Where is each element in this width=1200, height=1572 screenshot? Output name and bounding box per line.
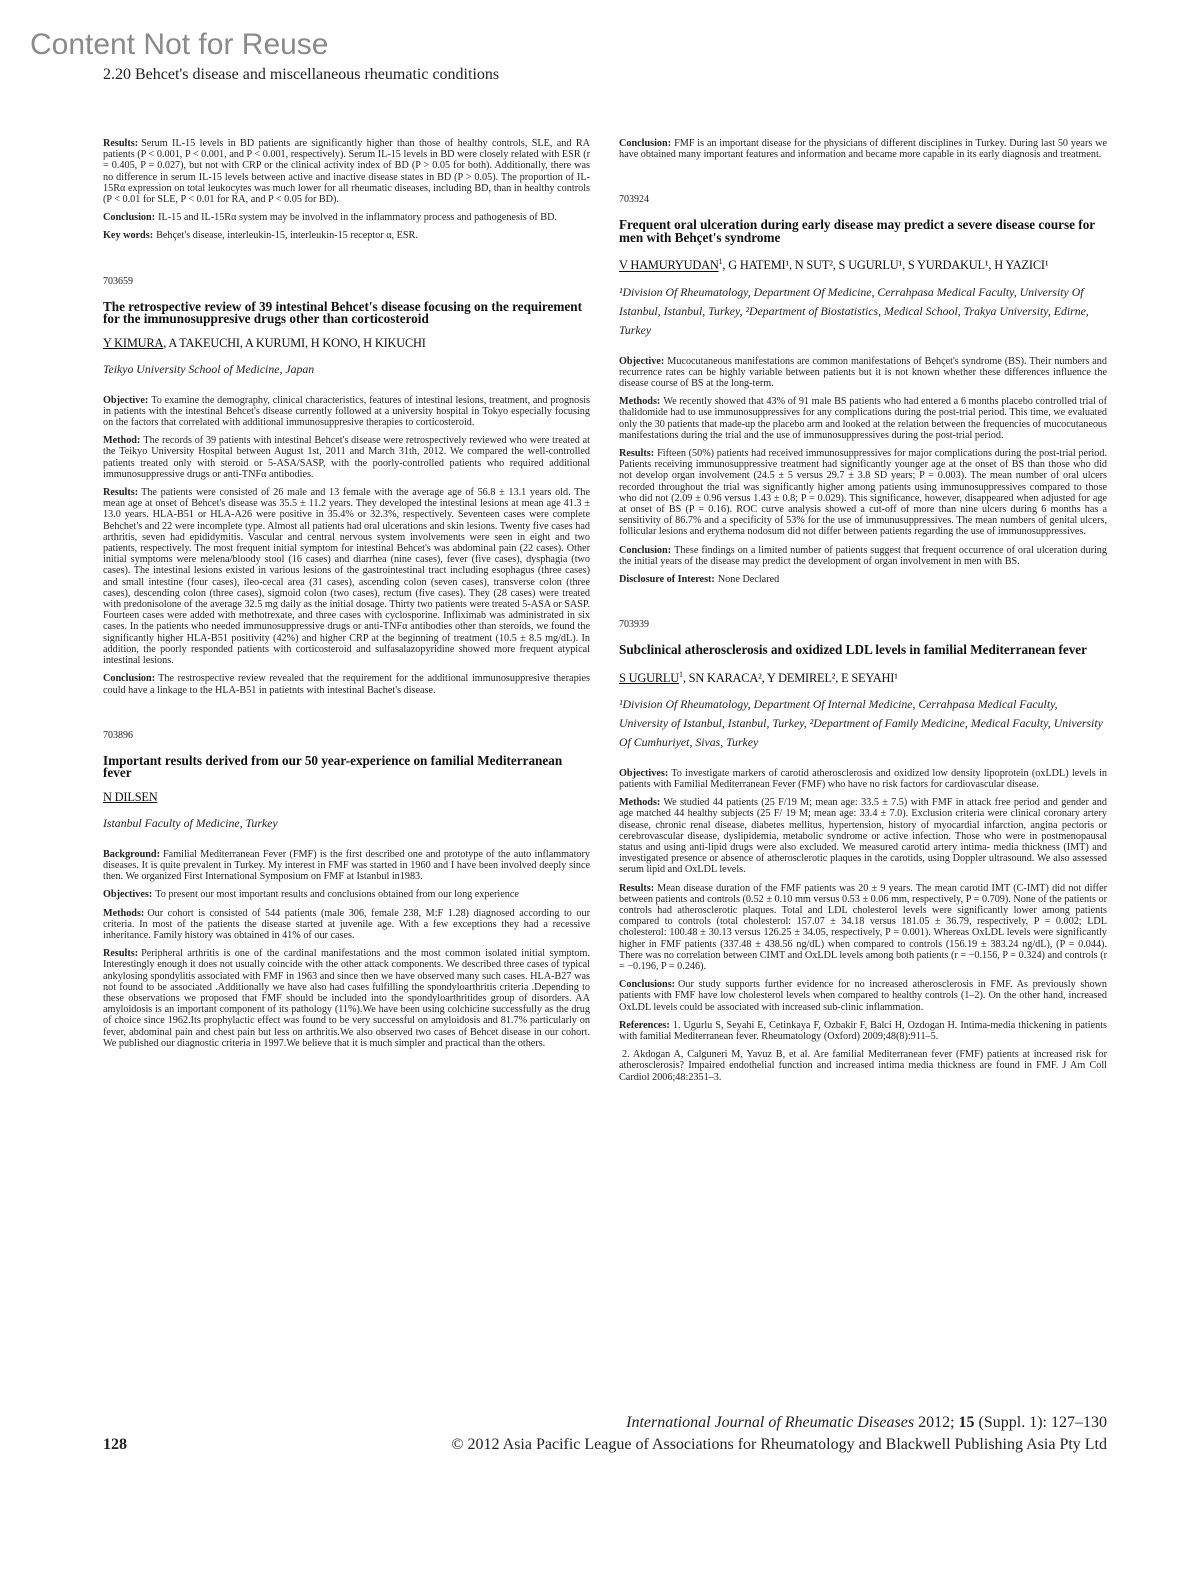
section-label: Conclusion: xyxy=(103,673,156,685)
abstract-paragraph xyxy=(103,435,590,480)
section-label: Results: xyxy=(103,487,139,499)
author-list xyxy=(103,335,590,352)
author-list xyxy=(619,666,1107,687)
abstract-paragraph xyxy=(103,230,590,241)
co-authors: , A TAKEUCHI, A KURUMI, H KONO, H KIKUCHI xyxy=(163,335,426,350)
section-label: Results: xyxy=(619,447,655,459)
abstract-id: 703896 xyxy=(103,729,133,741)
abstract-paragraph xyxy=(619,545,1107,567)
abstract-paragraph xyxy=(103,889,590,900)
section-label: Methods: xyxy=(103,907,145,919)
section-text: To investigate markers of carotid atherosclerosis and oxidized low density lipoprotein (oxLDL) levels in patients with Familial Mediterranean Fever (FMF) who have no risk factors for cardiovascular disease. xyxy=(619,767,1107,791)
presenting-author: Y KIMURA xyxy=(103,335,164,350)
abstract-block xyxy=(619,194,1107,585)
abstract-paragraph xyxy=(619,138,1107,160)
abstract-paragraph xyxy=(103,849,590,883)
section-text: We recently showed that 43% of 91 male BS patients who had entered a 6 months placebo controlled trial of thalidomide had to use immunosuppressives for any complications during the post-trial period. This time, we evaluated only the 30 patients that made-up the placebo arm and looked at the relation between the frequencies of mucocutaneous manifestations during the trial and the use of immunosuppressives during the post-trial period. xyxy=(619,396,1107,441)
abstract-title: Frequent oral ulceration during early disease may predict a severe disease course for men with Behçet's syndrome xyxy=(619,217,1095,245)
presenting-author: V HAMURYUDAN xyxy=(619,258,719,273)
section-text: To present our most important results and conclusions obtained from our long experience xyxy=(155,889,519,901)
section-text: The restrospective review revealed that the requirement for the additional immunosuppresive therapies could have a linkage to the HLA-B51 in patietnts with intestinal Bachet's disease. xyxy=(103,673,590,696)
section-label: Key words: xyxy=(103,230,154,242)
watermark: Content Not for Reuse xyxy=(30,28,329,61)
section-text: Mean disease duration of the FMF patients was 20 ± 9 years. The mean carotid IMT (C-IMT) did not differ between patients and controls (0.52 ± 0.10 mm versus 0.53 ± 0.06 mm, respectively, P = 0.709). None of the patients or controls had atherosclerotic plaques. Total and LDL cholesterol levels were significantly lower among patients compared to controls (total cholesterol: 157.07 ± 34.18 versus 181.05 ± 36.79, respectively, P = 0.002; LDL cholesterol: 100.48 ± 30.13 versus 126.25 ± 34.05, respectively, P = 0.001). Whereas OxLDL levels were significantly higher in FMF patients (337.48 ± 438.56 ng/dL) when compared to controls (156.19 ± 383.24 ng/dL), (P = 0.044). There was no correlation between CIMT and OxLDL levels among both patients (r = −0.156, P = 0.324) and controls (r = −0.196, P = 0.246). xyxy=(619,882,1107,973)
section-text: IL-15 and IL-15Rα system may be involved in the inflammatory process and pathogenesis of BD. xyxy=(158,212,557,224)
presenter-affil-mark: 1 xyxy=(679,669,683,679)
abstract-paragraph xyxy=(619,448,1107,538)
section-text: We studied 44 patients (25 F/19 M; mean age: 33.5 ± 7.5) with FMF in attack free period and gender and age matched 44 healthy subjects (25 F/ 19 M; mean age: 33.4 ± 7.0). Exclusion criteria were clinical coronary artery disease, chronic renal disease, diabetes mellitus, hypertension, history of myocardial infarction, angina pectoris or cerebrovascular disease, dyslipidemia, metabolic syndrome or active infection. Those who were in postmenopausal status and using anti-lipid drugs were also excluded. We measured carotid artery intima- media thickness (IMT) and investigated presence or absence of atherosclerotic plaques in the carotids, using Doppler ultrasound. We also assessed serum lipid and OxLDL levels. xyxy=(619,797,1107,876)
abstract-paragraph xyxy=(619,574,1107,585)
abstract-paragraph xyxy=(619,1020,1107,1042)
co-authors: , SN KARACA², Y DEMIREL², E SEYAHI¹ xyxy=(682,670,898,685)
copyright: © 2012 Asia Pacific League of Associations for Rheumatology and Blackwell Publishing Asia Pty Ltd xyxy=(451,1436,1107,1453)
author-list xyxy=(103,789,590,806)
abstract-paragraph xyxy=(619,883,1107,973)
section-text: Peripheral arthritis is one of the cardinal manifestations and the most common isolated initial symptom. Interestingly enough it does not usually coincide with the other attack components. We described three cases of typical ankylosing spondylitis associated with FMF in 1963 and since then we have observed many such cases. HLA-B27 was not found to be associated .Additionally we have also had cases fulfilling the spondyloarthritis criteria .Depending to these observations we proposed that FMF should be included into the spondyloarthritides group of disorders. AA amyloidosis is an important component of its pathology (11%).We have been using colchicine successfully as the drug of choice since 1962.Its prophylactic effect was found to be very successful on amyloidosis and 81.7% particularly on fever, abdominal pain and chest pain but less on arthritis.We also observed two cases of Behcet disease in our cohort. We published our diagnostic criteria in 1997.We believe that it is much simpler and practical than the others. xyxy=(103,948,590,1049)
page-number: 128 xyxy=(103,1436,127,1453)
section-label: Methods: xyxy=(619,797,661,809)
section-label: Disclosure of Interest: xyxy=(619,573,715,585)
section-label: Methods: xyxy=(619,396,661,408)
abstract-id: 703924 xyxy=(619,194,649,206)
abstract-block xyxy=(103,276,590,696)
left-column xyxy=(103,138,590,1056)
abstract-id: 703659 xyxy=(103,275,133,287)
section-text: These findings on a limited number of patients suggest that frequent occurrence of oral ulceration during the initial years of the disease may predict the development of organ involvement in men with BS. xyxy=(619,544,1107,567)
abstract-paragraph xyxy=(103,948,590,1049)
journal-citation xyxy=(626,1414,1107,1432)
abstract-paragraph xyxy=(619,396,1107,441)
affiliation: ¹Division Of Rheumatology, Department Of Medicine, Cerrahpasa Medical Faculty, University Of Istanbul, Istanbul, Turkey, ²Department of Biostatistics, Medical School, Trakya University, Edirne, Turkey xyxy=(619,284,1089,337)
running-head: 2.20 Behcet's disease and miscellaneous rheumatic conditions xyxy=(103,66,500,83)
abstract-paragraph xyxy=(619,979,1107,1013)
section-label: Conclusion: xyxy=(103,212,156,224)
presenter-affil-mark: 1 xyxy=(718,257,723,267)
journal-volume: 15 xyxy=(958,1414,975,1431)
section-text: The records of 39 patients with intestinal Behcet's disease were retrospectively reviewed who were treated at the Teikyo University Hospital between August 1st, 2011 and March 31th, 2012. We compared the well-controlled patients treated only with steroid or 5-ASA/SASP, with the poorly-controlled patients who required additional immunosuppressive drugs or anti-TNFα antibodies. xyxy=(103,435,590,480)
presenting-author: N DILSEN xyxy=(103,789,158,804)
section-text: 1. Ugurlu S, Seyahi E, Cetinkaya F, Ozbakir F, Balci H, Ozdogan H. Intima-media thickening in patients with familial Mediterranean fever. Rheumatology (Oxford) 2009;48(8):911–5. xyxy=(619,1019,1107,1043)
section-label: Results: xyxy=(103,948,139,960)
abstract-paragraph xyxy=(103,395,590,429)
abstract-paragraph xyxy=(619,768,1107,790)
abstract-paragraph xyxy=(103,212,590,223)
journal-year: 2012; xyxy=(918,1414,955,1431)
section-label: Objectives: xyxy=(103,889,153,901)
section-text: 2. Akdogan A, Calguneri M, Yavuz B, et al. Are familial Mediterranean fever (FMF) patients at increased risk for atherosclerosis? Impaired endothelial function and increased intima media thickness are found in FMF. J Am Coll Cardiol 2006;48:2351–3. xyxy=(619,1049,1107,1083)
section-label: Results: xyxy=(619,882,655,894)
section-label: Method: xyxy=(103,435,141,447)
section-label: Results: xyxy=(103,138,139,149)
author-list xyxy=(619,253,1107,274)
abstract-paragraph xyxy=(103,138,590,205)
co-authors: , G HATEMI¹, N SUT², S UGURLU¹, S YURDAKUL¹, H YAZICI¹ xyxy=(722,258,1049,273)
section-text: Mucocutaneous manifestations are common manifestations of Behçet's syndrome (BS). Their numbers and recurrence rates can be highly variable between patients but it is not known whether these differences influence the disease course of BS at the long-term. xyxy=(619,355,1107,389)
abstract-title: Important results derived from our 50 year-experience on familial Mediterranean fever xyxy=(103,752,563,781)
section-text: To examine the demography, clinical characteristics, features of intestinal lesions, treatment, and prognosis in patients with the intestinal Behcet's disease currently followed at a university hospital in Tokyo especially focusing on the factors that correlated with additional immunosuppresive therapies to corticosteroid. xyxy=(103,394,590,429)
abstract-paragraph xyxy=(619,1049,1107,1083)
journal-name: International Journal of Rheumatic Diseases xyxy=(626,1414,915,1431)
section-label: References: xyxy=(619,1019,670,1031)
abstract-paragraph xyxy=(103,908,590,942)
affiliation: Teikyo University School of Medicine, Japan xyxy=(103,361,315,376)
section-text: Fifteen (50%) patients had received immunosuppressives for major complications during the post-trial period. Patients receiving immunosuppressive treatment had significantly younger age at the onset of BS than those who did not develop organ involvement (24.5 ± 5 versus 29.7 ± 3.8 SD years; P = 0.003). The mean number of oral ulcers recorded throughout the trial was significantly higher among patients using immunosuppressives compared to those who did not (2.09 ± 0.96 versus 1.43 ± 0.8; P = 0.029). This significance, however, disappeared when adjusted for age at onset of BS (P = 0.16). ROC curve analysis showed a cut-off of more than nine ulcers during 6 months has a sensitivity of 86.7% and a specificity of 53% for the use of immunusuppressives. The mean numbers of genital ulcers, follicular lesions and erythema nodosum did not differ between patients regarding the use of immunosuppressives. xyxy=(619,447,1107,538)
section-text: The patients were consisted of 26 male and 13 female with the average age of 56.8 ± 13.1 years old. The mean age at onset of Behcet's disease was 35.5 ± 11.2 years. They developed the intestinal lesions at mean age 41.3 ± 13.0 years. HLA-B51 or HLA-A26 were positive in 35.4% or 32.3%, respectively. Seventeen cases were complete Behchet's and 22 were incomplete type. Almost all patients had oral ulcerations and skin lesions. Twenty five cases had arthritis, seven had epididymitis. Vascular and central nervous system involvements were seen in eight and two patients, respectively. The most frequent initial symptom for intestinal Behcet's was abdominal pain (22 cases). Other initial symptoms were melena/bloody stool (16 cases) and diarrhea (nine cases), fever (five cases), dysphagia (two cases). The intestinal lesions existed in various lesions of the gastrointestinal tract including esophagus (three cases) and small intestine (four cases), ileo-cecal area (31 cases), ascending colon (seven cases), transverse colon (three cases), descending colon (three cases), sigmoid colon (two cases), rectum (five cases). They (28 cases) were treated with predonisolone of the average 32.5 mg daily as the initial dosage. Thirty two patients were treated 5-ASA or SASP. Fourteen cases were added with methotrexate, and three cases with cyclosporine. Infliximab was administrated in six cases. In the patients who needed immunosuppressive drugs or anti-TNFα antibodies other than steroids, we found the significantly higher HLA-B51 positivity (42%) and higher CRP at the beginning of treatment (10.5 ± 8.5 mg/dL). In addition, the poorly responded patients with corticosteroid and sulfasalazopyridine showed more frequent atypical intestinal lesions. xyxy=(103,487,590,667)
abstract-paragraph xyxy=(103,673,590,695)
section-text: Familial Mediterranean Fever (FMF) is the first described one and prototype of the auto inflammatory diseases. It is quite prevalent in Turkey. My interest in FMF was started in 1960 and I have been involved deeply since then. We organized First International Symposium on FMF at Istanbul in1983. xyxy=(103,848,590,883)
abstract-paragraph xyxy=(619,356,1107,390)
presenting-author: S UGURLU xyxy=(619,670,680,685)
right-column xyxy=(619,138,1107,1090)
abstract-title: Subclinical atherosclerosis and oxidized LDL levels in familial Mediterranean fever xyxy=(619,642,1088,658)
abstract-block xyxy=(619,619,1107,1083)
section-text: FMF is an important disease for the physicians of different disciplines in Turkey. During last 50 years we have obtained many important features and information and became more capable in its early diagnosis and treatment. xyxy=(619,138,1107,161)
abstract-block xyxy=(103,730,590,1049)
affiliation: ¹Division Of Rheumatology, Department Of Internal Medicine, Cerrahpasa Medical Faculty, University of Istanbul, Istanbul, Turkey, ²Department of Family Medicine, Medical Faculty, University Of Cumhuriyet, Sivas, Turkey xyxy=(619,696,1103,749)
section-label: Objective: xyxy=(619,355,665,367)
abstract-title: The retrospective review of 39 intestinal Behcet's disease focusing on the requirement for the immunosuppresive drugs other than corticosteroid xyxy=(103,298,582,327)
section-text: None Declared xyxy=(717,573,780,585)
section-label: Objective: xyxy=(103,394,149,406)
section-text: Serum IL-15 levels in BD patients are significantly higher than those of healthy controls, SLE, and RA patients (P < 0.001, P < 0.001, and P < 0.001, respectively). Serum IL-15 levels in BD were closely related with ESR (r = 0.405, P = 0.027), but not with CRP or the clinical activity index of BD (P > 0.05 for both). Additionally, there was no difference in serum IL-15 levels between active and inactive disease states in BD (P > 0.05). The proportion of IL-15Rα expression on total leukocytes was much lower for all rheumatic diseases, including BD, than in healthy controls (P < 0.01 for SLE, P < 0.01 for RA, and P < 0.05 for BD). xyxy=(103,138,590,206)
abstract-id: 703939 xyxy=(619,619,649,631)
section-label: Conclusion: xyxy=(619,544,672,556)
abstract-paragraph xyxy=(619,797,1107,875)
section-text: Our cohort is consisted of 544 patients (male 306, female 238, M:F 1.28) diagnosed according to our criteria. In most of the patients the disease started at juvenile age. With a few exceptions they had a recessive inheritance. Family history was obtained in 41% of our cases. xyxy=(103,907,590,941)
section-label: Background: xyxy=(103,848,160,860)
section-label: Objectives: xyxy=(619,767,669,779)
section-label: Conclusions: xyxy=(619,979,676,991)
affiliation: Istanbul Faculty of Medicine, Turkey xyxy=(103,815,278,830)
section-text: Behçet's disease, interleukin-15, interleukin-15 receptor α, ESR. xyxy=(156,230,418,242)
section-text: Our study supports further evidence for no increased atherosclerosis in FMF. As previously shown patients with FMF have low cholesterol levels when compared to healthy controls (1–2). On the other hand, increased OxLDL levels could be associated with increased sub-clinic inflammation. xyxy=(619,979,1107,1013)
section-label: Conclusion: xyxy=(619,138,672,149)
journal-suppl: (Suppl. 1): 127–130 xyxy=(978,1414,1107,1431)
abstract-paragraph xyxy=(103,487,590,666)
